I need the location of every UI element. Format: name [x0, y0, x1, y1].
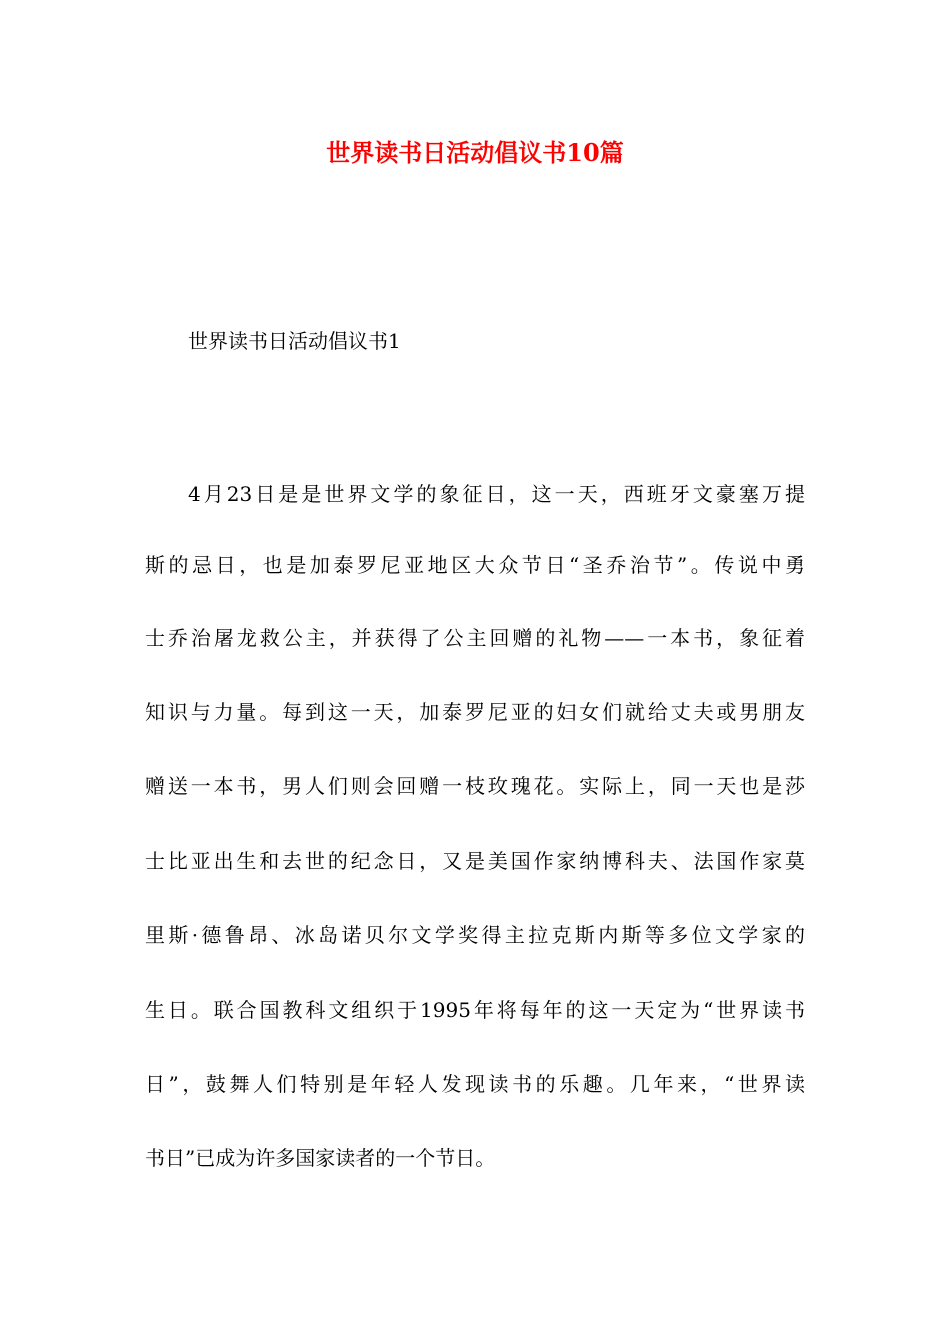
document-title: 世界读书日活动倡议书10篇 [326, 138, 624, 167]
paragraph-line: 知识与力量。每到这一天，加泰罗尼亚的妇女们就给丈夫或男朋友 [145, 700, 805, 724]
paragraph-line: 日”，鼓舞人们特别是年轻人发现读书的乐趣。几年来，“世界读 [145, 1072, 805, 1096]
paragraph-line: 里斯·德鲁昂、冰岛诺贝尔文学奖得主拉克斯内斯等多位文学家的 [145, 923, 805, 947]
paragraph-line: 斯的忌日，也是加泰罗尼亚地区大众节日“圣乔治节”。传说中勇 [145, 553, 805, 577]
paragraph-line: 生日。联合国教科文组织于1995年将每年的这一天定为“世界读书 [145, 998, 805, 1022]
paragraph-line: 4月23日是是世界文学的象征日，这一天，西班牙文豪塞万提 [188, 482, 805, 506]
paragraph-line: 书日”已成为许多国家读者的一个节日。 [145, 1146, 496, 1170]
paragraph-line: 士比亚出生和去世的纪念日，又是美国作家纳博科夫、法国作家莫 [145, 849, 805, 873]
paragraph-line: 士乔治屠龙救公主，并获得了公主回赠的礼物——一本书，象征着 [145, 626, 805, 650]
section-heading: 世界读书日活动倡议书1 [188, 329, 401, 353]
paragraph-line: 赠送一本书，男人们则会回赠一枝玫瑰花。实际上，同一天也是莎 [145, 774, 805, 798]
